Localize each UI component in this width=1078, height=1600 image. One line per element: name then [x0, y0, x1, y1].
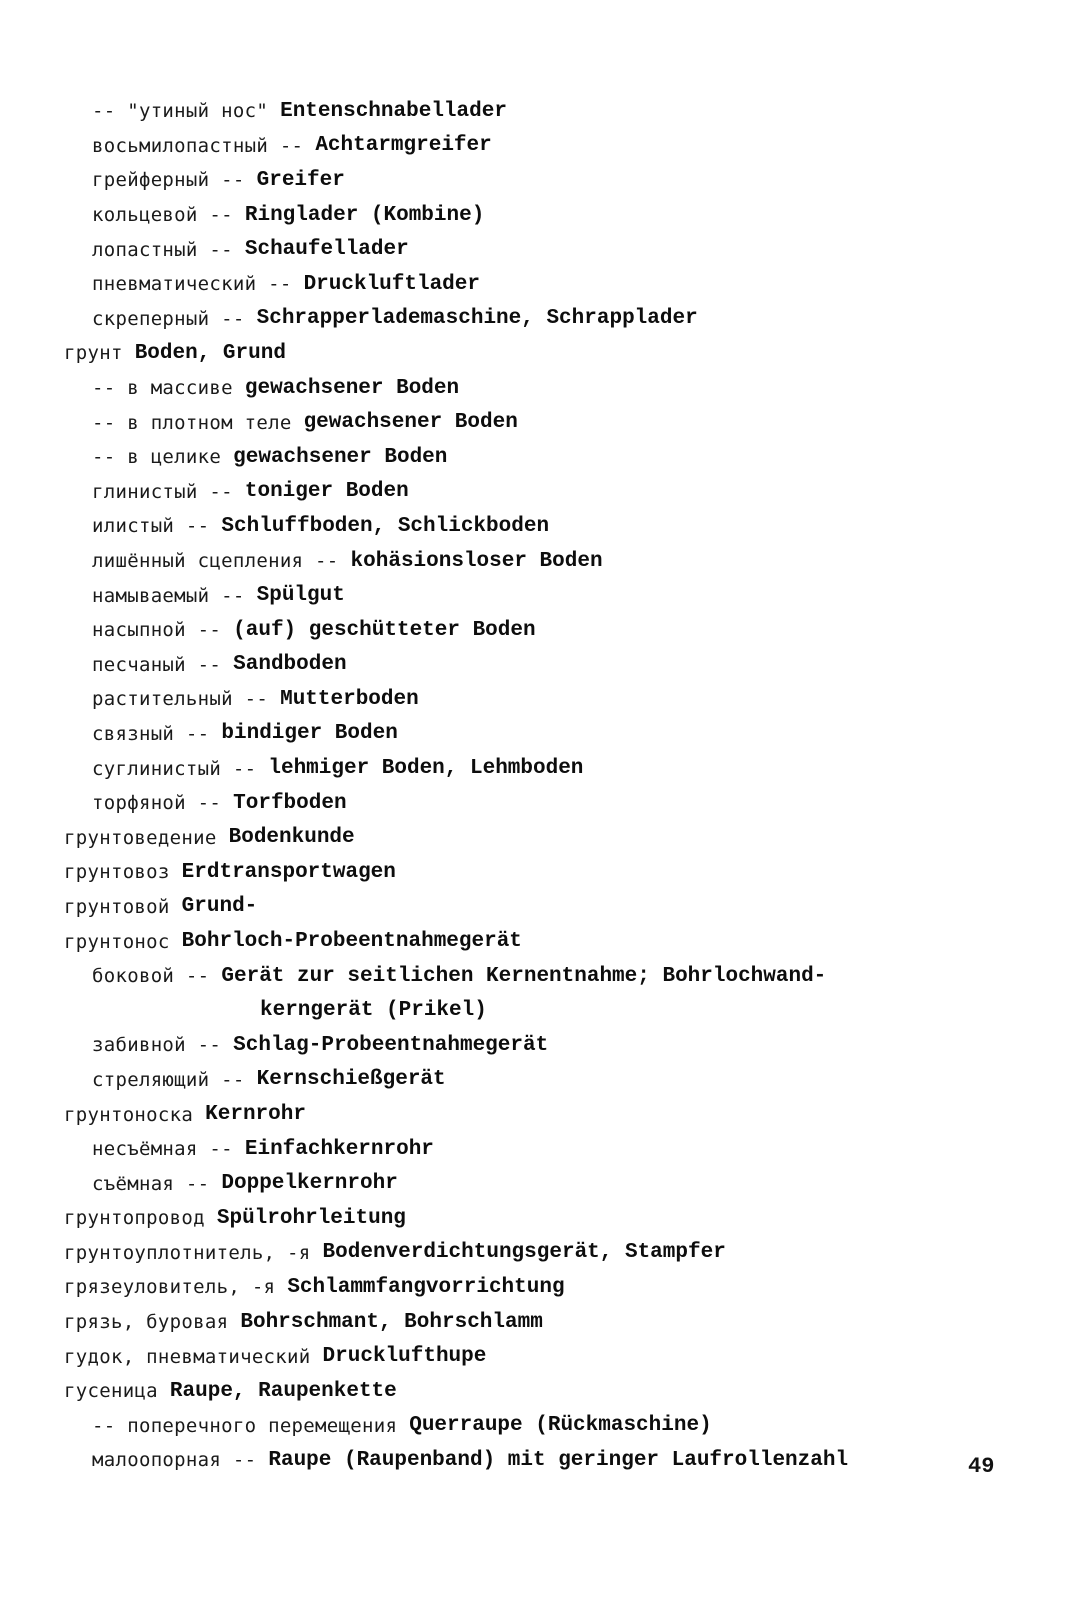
russian-term: грунтовой [64, 895, 170, 918]
russian-term: несъёмная -- [92, 1138, 233, 1161]
subentry [64, 578, 1024, 613]
russian-term: грязеуловитель, -я [64, 1276, 276, 1299]
russian-term: -- в целике [92, 446, 222, 469]
russian-term: илистый -- [92, 515, 210, 538]
subentry [64, 1166, 1024, 1201]
german-translation: Sandboden [233, 653, 347, 677]
german-translation: kerngerät (Prikel) [260, 999, 487, 1023]
german-translation: Gerät zur seitlichen Kernentnahme; Bohrlochwand- [221, 964, 827, 988]
german-translation: Schlammfangvorrichtung [287, 1275, 565, 1299]
headword-entry [64, 1097, 1024, 1132]
subentry [64, 475, 1024, 510]
subentry [64, 1409, 1024, 1444]
headword-entry [64, 1374, 1024, 1409]
headword-entry [64, 1201, 1024, 1236]
russian-term: -- в массиве [92, 377, 233, 400]
russian-term: съёмная -- [92, 1172, 210, 1195]
subentry [64, 1028, 1024, 1063]
russian-term: гудок, пневматический [64, 1345, 311, 1368]
german-translation: Einfachkernrohr [244, 1137, 434, 1161]
german-translation: Bohrschmant, Bohrschlamm [240, 1310, 543, 1334]
russian-term: гусеница [64, 1380, 158, 1403]
russian-term: грунт [64, 342, 123, 365]
german-translation: Greifer [256, 168, 345, 192]
russian-term: суглинистый -- [92, 757, 257, 780]
subentry [64, 163, 1024, 198]
russian-term: грунтоноска [64, 1103, 194, 1126]
russian-term: грязь, буровая [64, 1311, 229, 1334]
russian-term: лишённый сцепления -- [92, 550, 339, 573]
german-translation: Bodenverdichtungsgerät, Stampfer [322, 1241, 726, 1265]
subentry [64, 129, 1024, 164]
subentry [64, 751, 1024, 786]
subentry [64, 613, 1024, 648]
subentry [64, 1443, 1024, 1478]
russian-term: грейферный -- [92, 169, 245, 192]
subentry [64, 232, 1024, 267]
russian-term: лопастный -- [92, 238, 233, 261]
german-translation: Mutterboden [280, 687, 419, 711]
russian-term: -- "утиный нос" [92, 100, 269, 123]
headword-entry [64, 1339, 1024, 1374]
russian-term: грунтонос [64, 930, 170, 953]
german-translation: Spülgut [256, 584, 345, 608]
russian-term: намываемый -- [92, 584, 245, 607]
russian-term: грунтоведение [64, 826, 217, 849]
continuation-line [64, 993, 1024, 1028]
german-translation: Entenschnabellader [280, 99, 507, 123]
german-translation: Torfboden [233, 791, 347, 815]
subentry [64, 682, 1024, 717]
german-translation: Querraupe (Rückmaschine) [409, 1414, 712, 1438]
subentry [64, 1063, 1024, 1098]
russian-term: скреперный -- [92, 307, 245, 330]
russian-term: стреляющий -- [92, 1068, 245, 1091]
russian-term: пневматический -- [92, 273, 292, 296]
headword-entry [64, 336, 1024, 371]
page-number: 49 [968, 1454, 995, 1479]
russian-term: глинистый -- [92, 480, 233, 503]
german-translation: gewachsener Boden [244, 376, 460, 400]
russian-term: песчаный -- [92, 653, 222, 676]
german-translation: gewachsener Boden [303, 411, 518, 435]
russian-term: растительный -- [92, 688, 269, 711]
russian-term: грунтопровод [64, 1207, 205, 1230]
german-translation: Grund- [181, 895, 258, 919]
headword-entry [64, 820, 1024, 855]
german-translation: gewachsener Boden [233, 445, 448, 469]
headword-entry [64, 890, 1024, 925]
german-translation: Druckluftlader [303, 272, 480, 296]
german-translation: Raupe (Raupenband) mit geringer Laufrollenzahl [268, 1448, 849, 1472]
german-translation: (auf) geschütteter Boden [233, 618, 536, 642]
german-translation: Kernrohr [205, 1103, 306, 1127]
russian-term: грунтовоз [64, 861, 170, 884]
german-translation: kohäsionsloser Boden [350, 549, 603, 573]
german-translation: Kernschießgerät [256, 1068, 446, 1092]
german-translation: lehmiger Boden, Lehmboden [268, 757, 584, 781]
subentry [64, 717, 1024, 752]
headword-entry [64, 1236, 1024, 1271]
german-translation: Achtarmgreifer [315, 134, 492, 158]
german-translation: Schlag-Probeentnahmegerät [233, 1033, 549, 1057]
german-translation: Schluffboden, Schlickboden [221, 514, 550, 538]
subentry [64, 267, 1024, 302]
russian-term: -- поперечного перемещения [92, 1414, 398, 1437]
subentry [64, 544, 1024, 579]
subentry [64, 648, 1024, 683]
headword-entry [64, 1270, 1024, 1305]
russian-term: восьмилопастный -- [92, 134, 304, 157]
german-translation: Ringlader (Kombine) [244, 203, 485, 227]
russian-term: связный -- [92, 722, 210, 745]
subentry [64, 1132, 1024, 1167]
russian-term: забивной -- [92, 1034, 222, 1057]
entry-list [64, 94, 1024, 1478]
headword-entry [64, 855, 1024, 890]
german-translation: Doppelkernrohr [221, 1172, 398, 1196]
russian-term: насыпной -- [92, 619, 222, 642]
headword-entry [64, 1305, 1024, 1340]
german-translation: Schaufellader [244, 238, 409, 262]
subentry [64, 302, 1024, 337]
german-translation: Erdtransportwagen [181, 860, 396, 884]
german-translation: bindiger Boden [221, 722, 398, 746]
russian-term: кольцевой -- [92, 204, 233, 227]
russian-term: торфяной -- [92, 792, 222, 815]
german-translation: Bodenkunde [228, 826, 355, 850]
russian-term: грунтоуплотнитель, -я [64, 1241, 311, 1264]
russian-term: боковой -- [92, 965, 210, 988]
subentry [64, 198, 1024, 233]
subentry [64, 959, 1024, 994]
german-translation: Boden, Grund [134, 341, 286, 365]
german-translation: Drucklufthupe [322, 1345, 487, 1369]
german-translation: Raupe, Raupenkette [169, 1379, 397, 1403]
headword-entry [64, 924, 1024, 959]
subentry [64, 440, 1024, 475]
german-translation: toniger Boden [244, 480, 409, 504]
german-translation: Bohrloch-Probeentnahmegerät [181, 930, 522, 954]
russian-term: -- в плотном теле [92, 411, 292, 434]
subentry [64, 405, 1024, 440]
subentry [64, 509, 1024, 544]
subentry [64, 94, 1024, 129]
german-translation: Schrapperlademaschine, Schrapplader [256, 307, 698, 331]
german-translation: Spülrohrleitung [216, 1206, 406, 1230]
subentry [64, 786, 1024, 821]
russian-term: малоопорная -- [92, 1449, 257, 1472]
subentry [64, 371, 1024, 406]
